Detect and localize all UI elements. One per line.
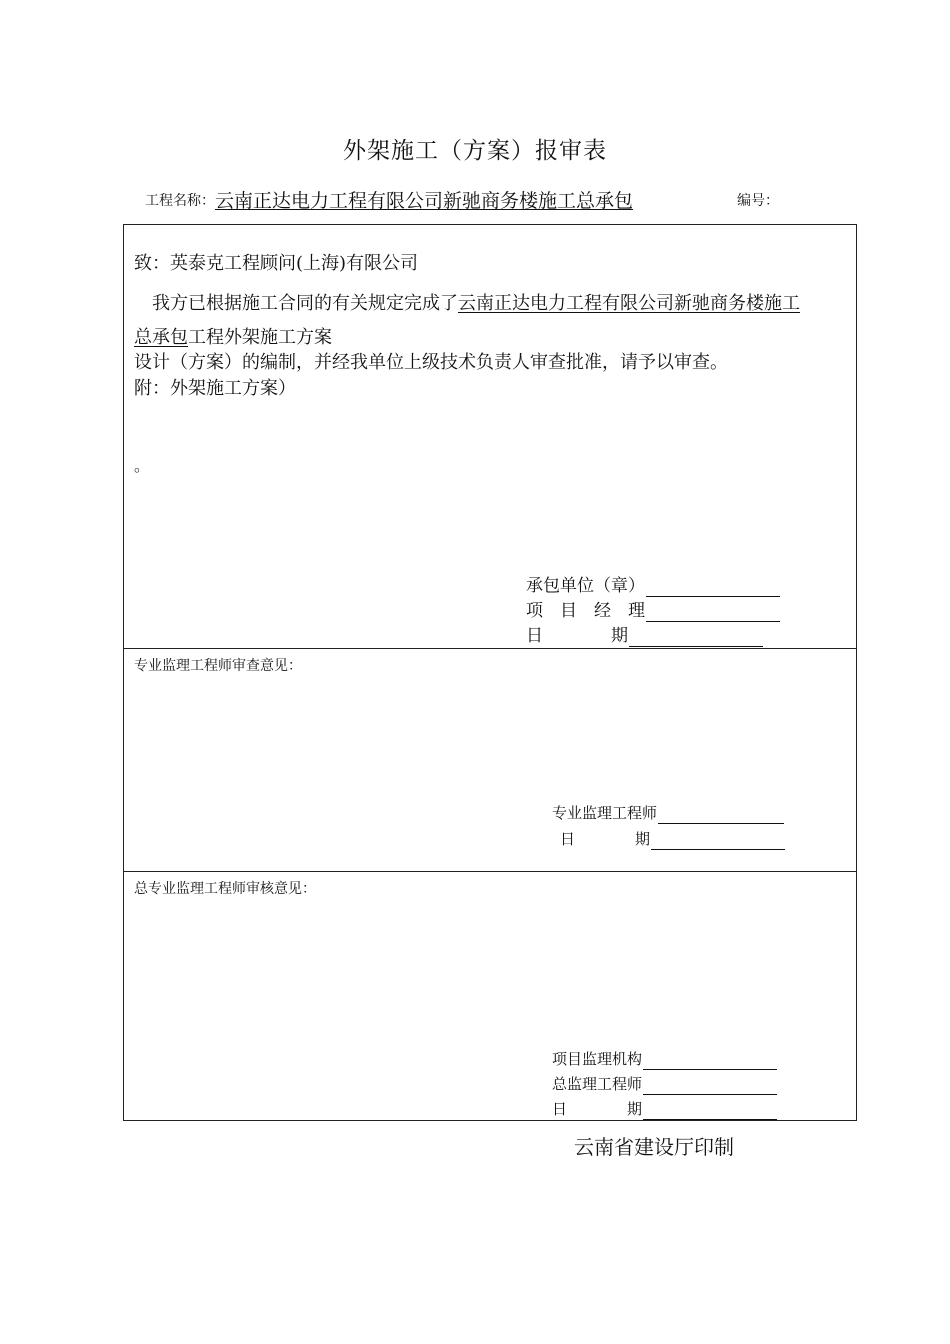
chief-engineer-line (643, 1076, 777, 1095)
recipient-line: 致：英泰克工程顾问(上海)有限公司 (134, 253, 419, 274)
specialist-date-label: 日 期 (560, 830, 651, 848)
body-project-name-part-2: 总承包 (134, 327, 188, 348)
body-suffix: 工程外架施工方案 (188, 327, 332, 348)
chief-date-line (643, 1101, 777, 1120)
printer-footer: 云南省建设厅印制 (574, 1135, 734, 1159)
project-info-row (145, 188, 845, 214)
chief-review-heading: 总专业监理工程师审核意见： (134, 881, 316, 897)
specialist-date-row (560, 828, 785, 850)
manager-signature-row (526, 600, 780, 622)
contractor-signature-row (526, 575, 780, 597)
specialist-date-line (651, 831, 785, 850)
supervision-org-line (643, 1051, 777, 1070)
contractor-signature-line (646, 578, 780, 597)
supervision-org-row (552, 1048, 777, 1070)
supervision-org-label: 项目监理机构 (552, 1050, 643, 1068)
body-project-name-part-1: 云南正达电力工程有限公司新驰商务楼施工 (458, 293, 800, 314)
manager-signature-line (646, 603, 780, 622)
contractor-date-line (629, 628, 763, 647)
specialist-review-heading: 专业监理工程师审查意见： (134, 658, 302, 674)
contractor-date-label: 日 期 (526, 626, 628, 646)
chief-date-label: 日 期 (552, 1100, 643, 1118)
body-line-3: 设计（方案）的编制，并经我单位上级技术负责人审查批准，请予以审查。 (134, 352, 728, 373)
project-label: 工程名称： (145, 193, 215, 209)
body-line-2 (134, 325, 332, 351)
contractor-date-row (526, 625, 763, 647)
chief-date-row (552, 1098, 777, 1120)
contractor-submission-section (124, 225, 856, 649)
project-name: 云南正达电力工程有限公司新驰商务楼施工总承包 (215, 190, 634, 212)
small-punctuation-mark: 。 (134, 456, 151, 475)
chief-review-section (124, 872, 856, 1121)
specialist-review-section (124, 649, 856, 872)
specialist-signature-row (552, 802, 784, 824)
chief-engineer-row (552, 1073, 777, 1095)
specialist-signature-label: 专业监理工程师 (552, 804, 658, 822)
manager-signature-label: 项 目 经 理 (526, 601, 645, 621)
specialist-signature-line (658, 805, 784, 824)
approval-form-table (123, 224, 857, 1121)
body-line-1 (152, 291, 800, 317)
chief-engineer-label: 总监理工程师 (552, 1075, 643, 1093)
document-title: 外架施工（方案）报审表 (343, 138, 607, 164)
body-prefix: 我方已根据施工合同的有关规定完成了 (152, 293, 458, 314)
attachment-line: 附：外架施工方案） (134, 378, 296, 399)
code-label: 编号： (737, 193, 779, 209)
contractor-signature-label: 承包单位（章） (526, 576, 645, 596)
